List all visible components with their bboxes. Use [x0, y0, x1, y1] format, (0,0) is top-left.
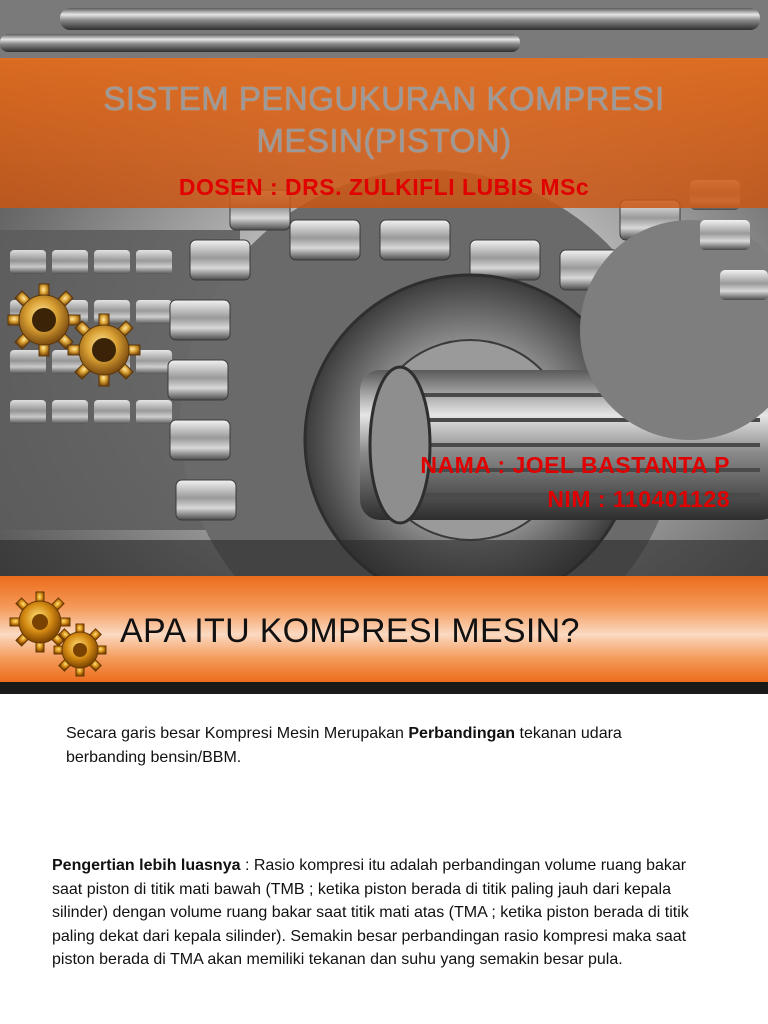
intro-text-end: tekanan udara berbanding bensin/BBM. — [66, 725, 622, 766]
slide-title — [0, 78, 768, 162]
title-line-1: SISTEM PENGUKURAN KOMPRESI — [103, 80, 665, 117]
lecturer-label: DOSEN : DRS. ZULKIFLI LUBIS MSc — [178, 174, 590, 200]
gears-icon — [4, 588, 110, 678]
student-nim: NIM : 110401128 — [547, 486, 730, 512]
student-info — [420, 448, 730, 516]
header-divider — [0, 682, 768, 694]
definition-paragraph — [52, 854, 692, 972]
section-heading: APA ITU KOMPRESI MESIN? — [120, 612, 580, 650]
intro-paragraph — [66, 722, 666, 770]
intro-text: Secara garis besar Kompresi Mesin Merupakan — [66, 725, 409, 742]
definition-text: : Rasio kompresi itu adalah perbandingan volume ruang bakar saat piston di titik mati bawah (TMB ; ketika piston berada di titik paling jauh dari kepala silinder) dengan volume ruang bakar saat titik mati atas (TMA ; ketika piston berada di titik paling dekat dari kepala silinder). Semakin besar perbandingan rasio kompresi maka saat piston berada di TMA akan memiliki tekanan dan suhu yang semakin besar pula. — [52, 857, 689, 968]
definition-bold-term: Pengertian lebih luasnya — [52, 857, 241, 874]
student-name: NAMA : JOEL BASTANTA P — [420, 452, 730, 478]
gears-icon — [4, 280, 154, 390]
intro-bold-term: Perbandingan — [408, 725, 516, 742]
title-line-2: MESIN(PISTON) — [256, 122, 512, 159]
